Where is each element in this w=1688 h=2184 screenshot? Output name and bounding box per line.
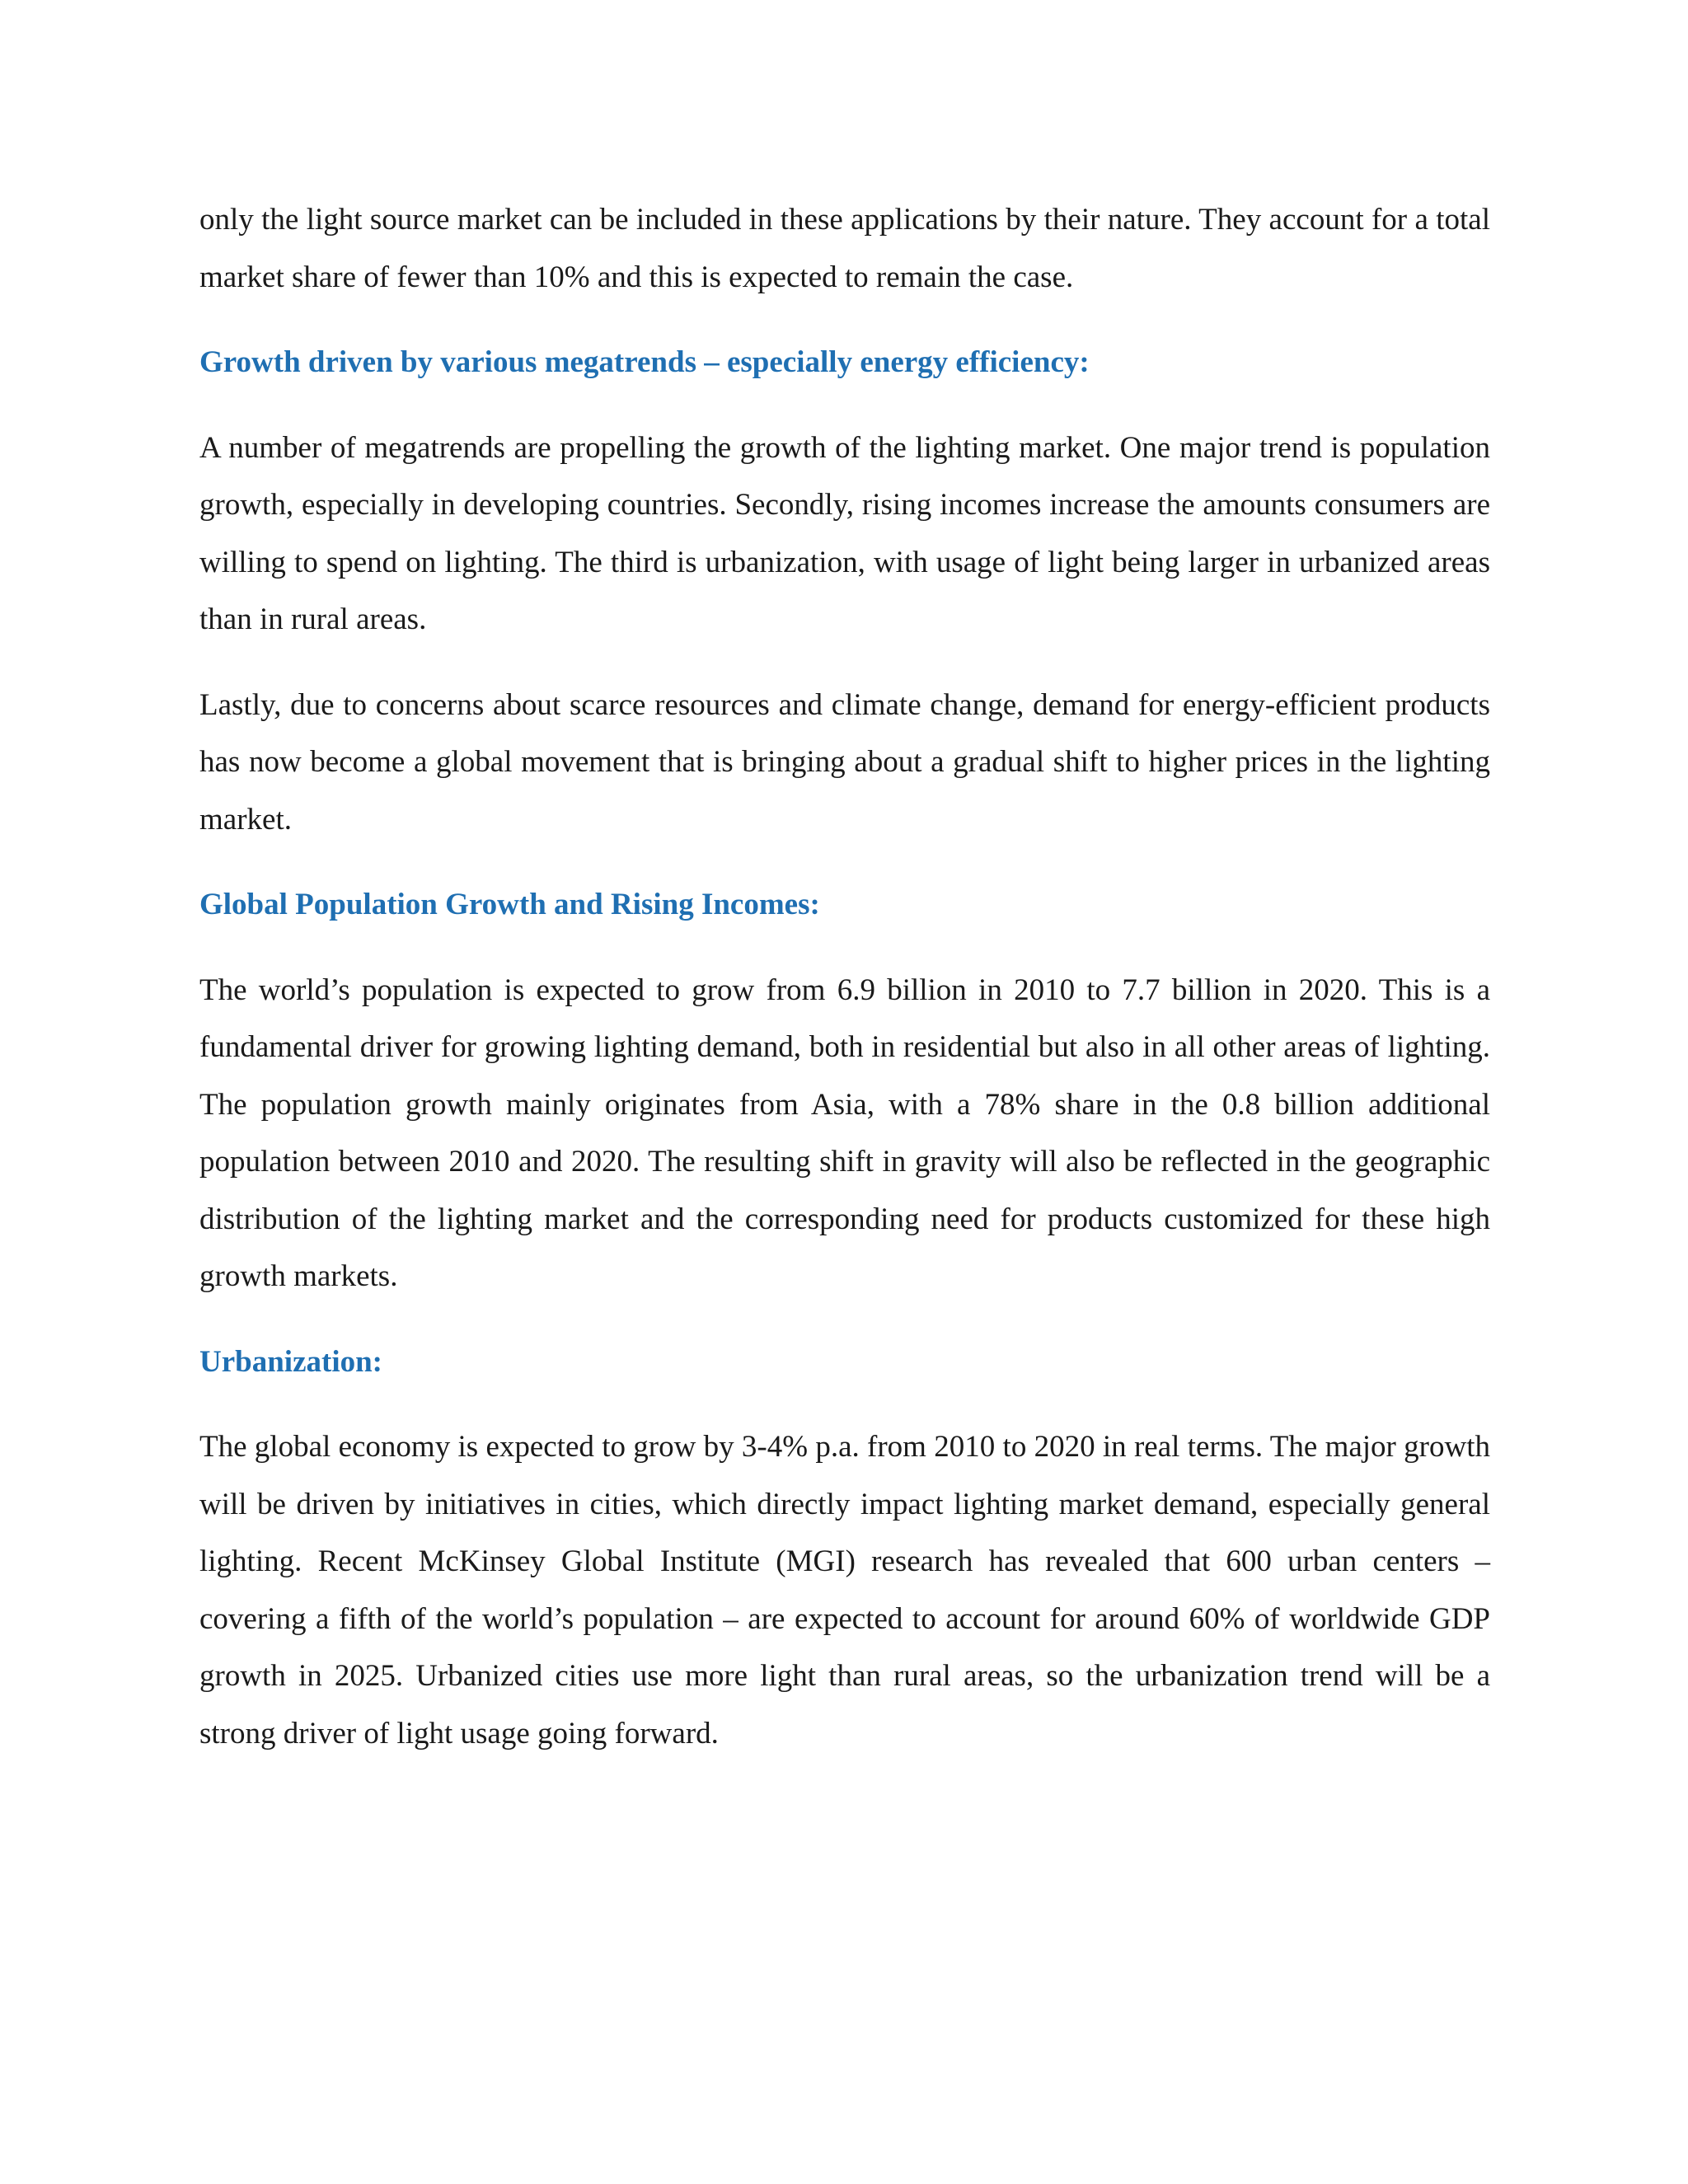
paragraph-population-growth: The world’s population is expected to grow from 6.9 billion in 2010 to 7.7 billion in 2020. This is a fundamental driver for growing lighting demand, both in residential but also in all other areas of lighting. The population growth mainly originates from Asia, with a 78% share in the 0.8 billion additional population between 2010 and 2020. The resulting shift in gravity will also be reflected in the geographic distribution of the lighting market and the corresponding need for products customized for these high growth markets. <box>199 972 1490 1293</box>
paragraph-energy-efficiency: Lastly, due to concerns about scarce resources and climate change, demand for energy-efficient products has now become a global movement that is bringing about a gradual shift to higher prices in the lighting market. <box>199 687 1490 837</box>
heading-megatrends: Growth driven by various megatrends – especially energy efficiency: <box>199 345 1090 379</box>
heading-urbanization: Urbanization: <box>199 1344 382 1379</box>
heading-population-growth: Global Population Growth and Rising Incomes: <box>199 888 820 921</box>
paragraph-market-share: only the light source market can be included in these applications by their nature. They account for a total market share of fewer than 10% and this is expected to remain the case. <box>199 203 1490 294</box>
paragraph-megatrends: A number of megatrends are propelling the growth of the lighting market. One major trend is population growth, especially in developing countries. Secondly, rising incomes increase the amounts consumers are willing to spend on lighting. The third is urbanization, with usage of light being larger in urbanized areas than in rural areas. <box>199 430 1490 636</box>
document-page <box>199 191 1490 1790</box>
paragraph-urbanization: The global economy is expected to grow by 3-4% p.a. from 2010 to 2020 in real terms. The major growth will be driven by initiatives in cities, which directly impact lighting market demand, especially general lighting. Recent McKinsey Global Institute (MGI) research has revealed that 600 urban centers – covering a fifth of the world’s population – are expected to account for around 60% of worldwide GDP growth in 2025. Urbanized cities use more light than rural areas, so the urbanization trend will be a strong driver of light usage going forward. <box>199 1430 1490 1750</box>
